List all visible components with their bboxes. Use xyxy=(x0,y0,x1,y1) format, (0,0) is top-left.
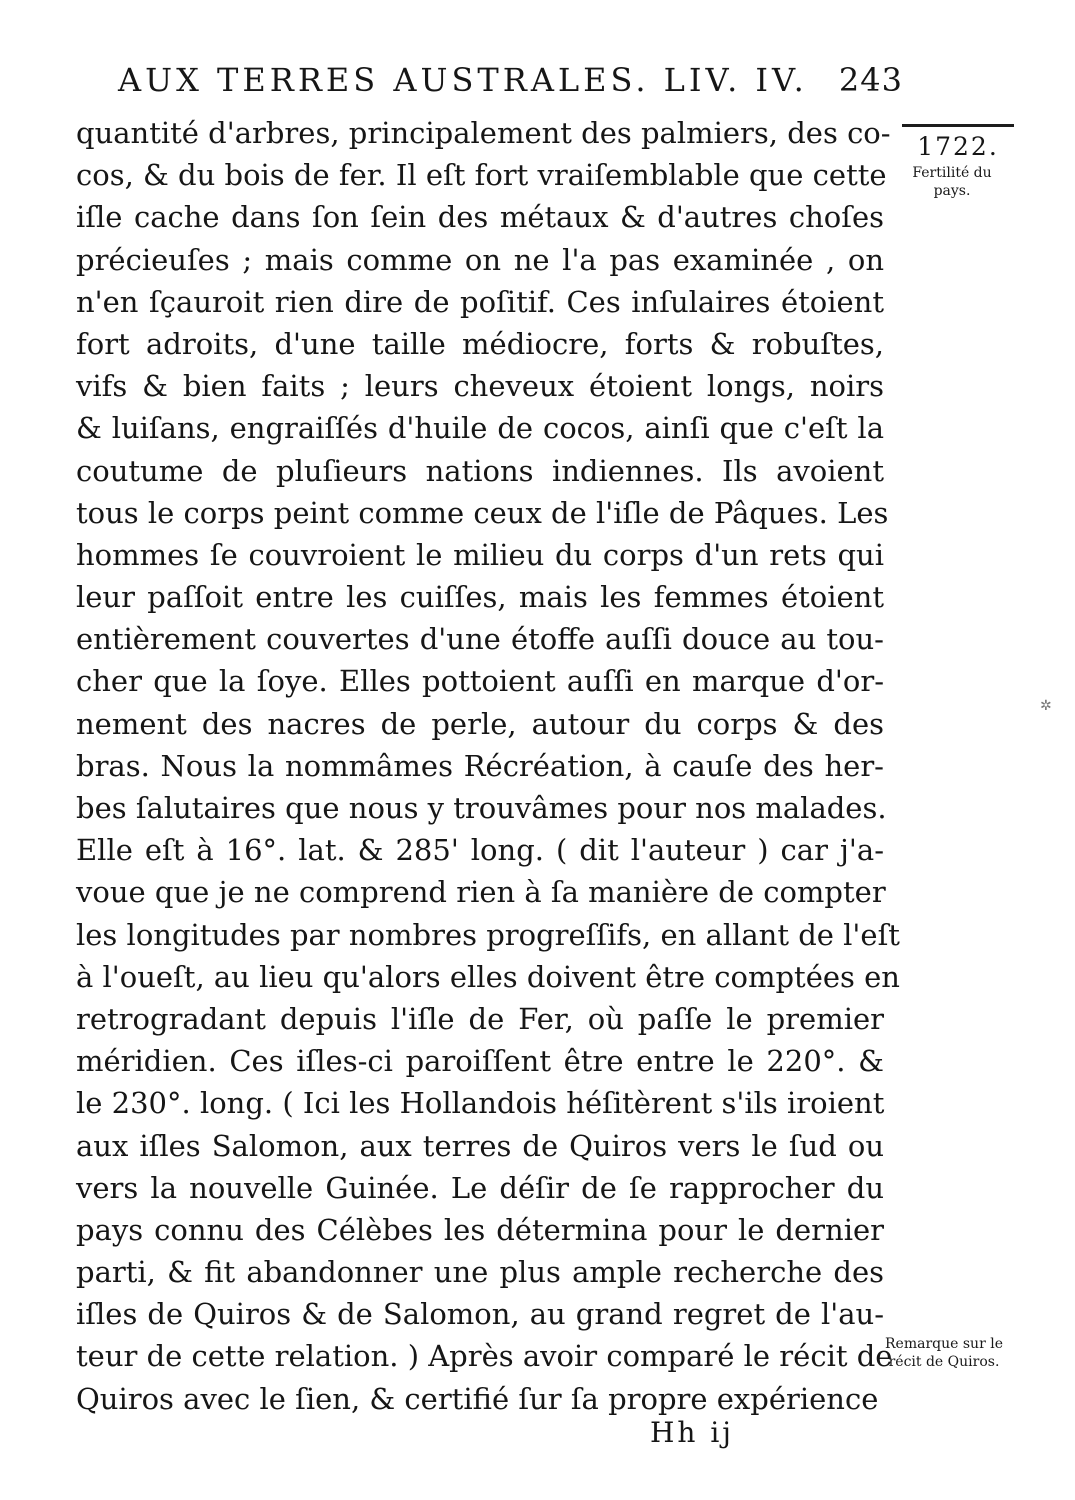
running-header xyxy=(118,58,903,102)
text-line: pays connu des Célèbes les détermina pour le dernier xyxy=(76,1212,884,1247)
text-line: le 230°. long. ( Ici les Hollandois héſitèrent s'ils iroient xyxy=(76,1086,885,1121)
text-line: quantité d'arbres, principalement des palmiers, des co- xyxy=(76,116,891,150)
text-line: teur de cette relation. ) Après avoir comparé le récit de xyxy=(76,1339,893,1374)
text-line: nement des nacres de perle, autour du corps & des xyxy=(76,706,884,741)
page-number: 243 xyxy=(838,61,903,99)
text-line: & luiſans, engraiſſés d'huile de cocos, ainſi que c'eſt la xyxy=(76,411,884,446)
text-line: tous le corps peint comme ceux de l'iſle de Pâques. Les xyxy=(76,495,889,530)
text-line: iſles de Quiros & de Salomon, au grand regret de l'au- xyxy=(76,1297,884,1332)
text-line: vers la nouvelle Guinée. Le déſir de ſe rapprocher du xyxy=(76,1170,884,1205)
margin-note-fertility: Fertilité du pays. xyxy=(912,165,992,199)
text-line: vifs & bien faits ; leurs cheveux étoient longs, noirs xyxy=(76,369,884,404)
signature-mark: Hh ij xyxy=(650,1416,734,1449)
text-line: parti, & fit abandonner une plus ample recherche des xyxy=(76,1255,884,1290)
text-line: Elle eſt à 16°. lat. & 285' long. ( dit l'auteur ) car j'a- xyxy=(76,833,884,868)
running-title: AUX TERRES AUSTRALES. LIV. IV. xyxy=(118,61,808,99)
text-line: bras. Nous la nommâmes Récréation, à cauſe des her- xyxy=(76,748,884,783)
text-line: n'en ſçauroit rien dire de poſitif. Ces inſulaires étoient xyxy=(76,284,884,319)
body-text xyxy=(76,112,900,1420)
text-line: cos, & du bois de fer. Il eſt fort vraiſemblable que cette xyxy=(76,158,887,193)
text-line: entièrement couvertes d'une étoffe auſſi douce au tou- xyxy=(76,622,884,657)
text-line: leur paſſoit entre les cuiſſes, mais les femmes étoient xyxy=(76,580,884,615)
margin-note-remark: Remarque sur le récit de Quiros. xyxy=(885,1336,1003,1370)
text-line: aux iſles Salomon, aux terres de Quiros vers le ſud ou xyxy=(76,1128,884,1163)
ink-speck: ✲ xyxy=(1040,698,1052,714)
text-line: à l'oueſt, au lieu qu'alors elles doivent être comptées en xyxy=(76,959,900,994)
text-line: retrogradant depuis l'iſle de Fer, où paſſe le premier xyxy=(76,1001,884,1036)
text-line: coutume de pluſieurs nations indiennes. Ils avoient xyxy=(76,453,884,488)
text-line: voue que je ne comprend rien à ſa manière de compter xyxy=(76,875,886,910)
text-line: méridien. Ces iſles-ci paroiſſent être entre le 220°. & xyxy=(76,1044,884,1079)
text-line: cher que la ſoye. Elles pottoient auſſi en marque d'or- xyxy=(76,664,884,699)
text-line: iſle cache dans ſon ſein des métaux & d'autres choſes xyxy=(76,200,884,235)
text-line: hommes ſe couvroient le milieu du corps d'un rets qui xyxy=(76,537,884,572)
text-line: fort adroits, d'une taille médiocre, forts & robuſtes, xyxy=(76,326,884,361)
text-line: bes ſalutaires que nous y trouvâmes pour nos malades. xyxy=(76,791,887,825)
text-line: Quiros avec le ſien, & certifié ſur ſa propre expérience xyxy=(76,1381,879,1416)
margin-year: 1722. xyxy=(902,124,1014,163)
text-line: les longitudes par nombres progreſſifs, en allant de l'eſt xyxy=(76,917,900,952)
text-line: précieuſes ; mais comme on ne l'a pas examinée , on xyxy=(76,242,884,277)
